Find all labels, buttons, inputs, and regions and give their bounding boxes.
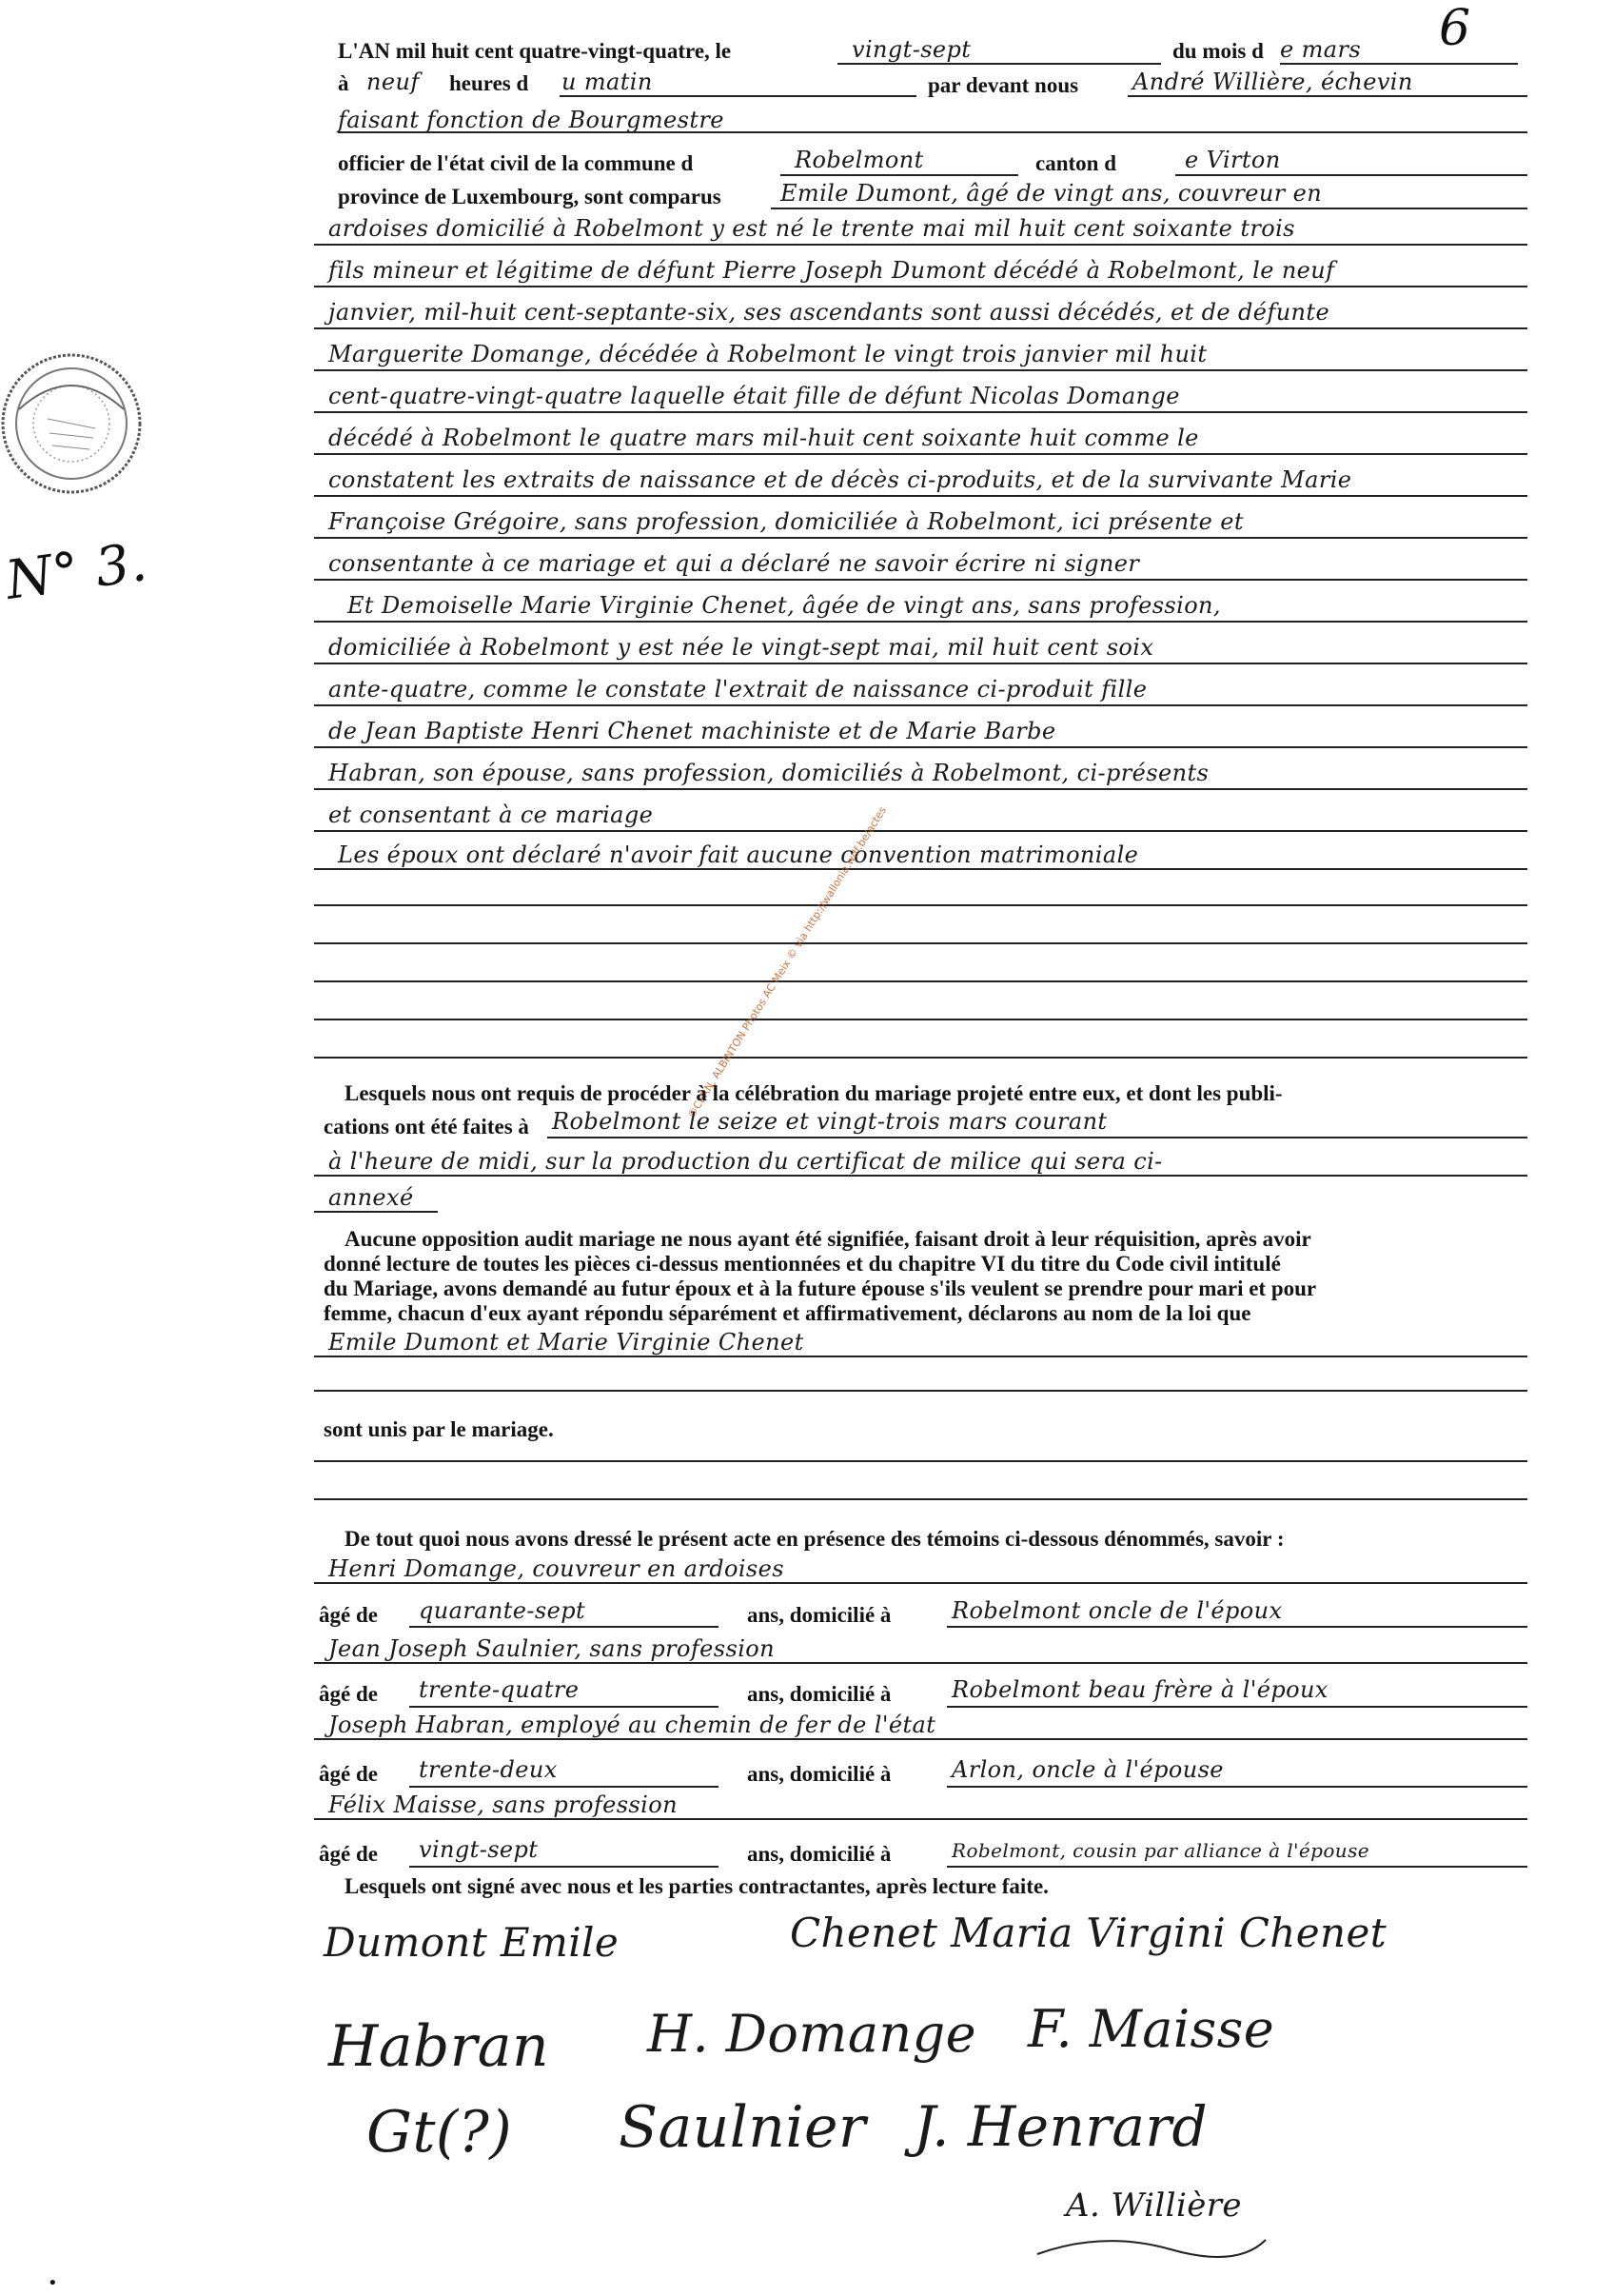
- period-value: u matin: [561, 69, 653, 95]
- commune-value: Robelmont: [795, 147, 924, 173]
- signature-3a: Gt(?): [366, 2099, 513, 2166]
- publications-lead: Lesquels nous ont requis de procéder à la célébration du mariage projeté entre eux, et dont les publi-: [344, 1081, 1283, 1105]
- declaration-line: Aucune opposition audit mariage ne nous ayant été signifiée, faisant droit à leur réquisition, après avoir: [344, 1227, 1311, 1251]
- declaration-line: donné lecture de toutes les pièces ci-dessus mentionnées et du chapitre VI du titre du Code civil intitulé: [324, 1252, 1281, 1276]
- signature-domange: H. Domange: [647, 2004, 976, 2064]
- before-us-label: par devant nous: [928, 73, 1079, 97]
- witness-2-age: trente-quatre: [419, 1676, 580, 1703]
- united-statement: sont unis par le mariage.: [324, 1417, 554, 1441]
- witness-3-name: Joseph Habran, employé au chemin de fer de l'état: [328, 1712, 936, 1738]
- officer-function: faisant fonction de Bourgmestre: [338, 107, 724, 133]
- witness-4-age-label: âgé de: [319, 1842, 378, 1866]
- spouses-names: Emile Dumont et Marie Virginie Chenet: [328, 1329, 804, 1356]
- witness-2-age-label: âgé de: [319, 1682, 378, 1706]
- watermark: ©CERN, ALBINTON Photos AC Meix © via http://wallonia.wdf.be/actes: [685, 804, 890, 1120]
- groom-value: Emile Dumont, âgé de vingt ans, couvreur en: [780, 180, 1323, 207]
- witnesses-intro: De tout quoi nous avons dressé le présent acte en présence des témoins ci-dessous dénommés, savoir :: [344, 1527, 1285, 1551]
- body-line: et consentant à ce mariage: [328, 802, 654, 828]
- body-line: consentante à ce mariage et qui a déclaré ne savoir écrire ni signer: [328, 550, 1140, 577]
- publications-line-3: annexé: [328, 1184, 414, 1211]
- publications-line-2: à l'heure de midi, sur la production du certificat de milice qui sera ci-: [328, 1148, 1163, 1175]
- witness-3-place: Arlon, oncle à l'épouse: [952, 1756, 1224, 1783]
- canton-value: e Virton: [1185, 147, 1281, 173]
- witness-4-age: vingt-sept: [419, 1836, 539, 1863]
- declaration-line: du Mariage, avons demandé au futur époux et à la future épouse s'ils veulent se prendre pour mari et pour: [324, 1277, 1317, 1300]
- signature-maisse: F. Maisse: [1028, 1999, 1275, 2059]
- publications-place: Robelmont le seize et vingt-trois mars courant: [552, 1108, 1108, 1135]
- month-label: du mois d: [1172, 39, 1264, 63]
- witness-1-age: quarante-sept: [419, 1597, 586, 1624]
- closing-statement: Lesquels ont signé avec nous et les parties contractantes, après lecture faite.: [344, 1874, 1049, 1898]
- seal-stamp: [0, 343, 152, 505]
- body-line: ante-quatre, comme le constate l'extrait de naissance ci-produit fille: [328, 676, 1148, 703]
- body-line: domiciliée à Robelmont y est née le vingt-sept mai, mil huit cent soix: [328, 634, 1154, 661]
- witness-2-place: Robelmont beau frère à l'époux: [952, 1676, 1329, 1703]
- body-line: Les époux ont déclaré n'avoir fait aucune convention matrimoniale: [338, 841, 1139, 868]
- witness-1-name: Henri Domange, couvreur en ardoises: [328, 1555, 784, 1582]
- body-line: janvier, mil-huit cent-septante-six, ses ascendants sont aussi décédés, et de défunte: [328, 299, 1330, 326]
- signature-habran: Habran: [328, 2013, 549, 2080]
- body-line: de Jean Baptiste Henri Chenet machiniste et de Marie Barbe: [328, 718, 1056, 744]
- publications-label: cations ont été faites à: [324, 1115, 529, 1138]
- declaration-line: femme, chacun d'eux ayant répondu séparément et affirmativement, déclarons au nom de la loi que: [324, 1301, 1251, 1325]
- body-line: constatent les extraits de naissance et de décès ci-produits, et de la survivante Marie: [328, 466, 1352, 493]
- witness-4-domicile-label: ans, domicilié à: [747, 1842, 892, 1866]
- officer-value: André Willière, échevin: [1132, 69, 1413, 95]
- body-line: décédé à Robelmont le quatre mars mil-huit cent soixante huit comme le: [328, 425, 1199, 451]
- signature-bride: Chenet Maria Virgini Chenet: [790, 1910, 1387, 1956]
- witness-1-age-label: âgé de: [319, 1603, 378, 1627]
- officer-flourish: [1028, 2226, 1275, 2264]
- act-number: N° 3.: [2, 531, 151, 612]
- canton-label: canton d: [1035, 151, 1116, 175]
- year-label: L'AN mil huit cent quatre-vingt-quatre, le: [338, 39, 732, 63]
- hour-a-label: à: [338, 71, 349, 95]
- signature-officer: A. Willière: [1066, 2187, 1242, 2225]
- body-line: Habran, son épouse, sans profession, domiciliés à Robelmont, ci-présents: [328, 760, 1210, 786]
- month-value: e mars: [1280, 36, 1362, 63]
- day-value: vingt-sept: [852, 36, 972, 63]
- witness-3-age-label: âgé de: [319, 1762, 378, 1786]
- witness-4-place: Robelmont, cousin par alliance à l'épouse: [952, 1839, 1369, 1862]
- witness-3-domicile-label: ans, domicilié à: [747, 1762, 892, 1786]
- body-line: Marguerite Domange, décédée à Robelmont le vingt trois janvier mil huit: [328, 341, 1208, 367]
- witness-2-domicile-label: ans, domicilié à: [747, 1682, 892, 1706]
- hour-value: neuf: [366, 69, 420, 95]
- officer-label: officier de l'état civil de la commune d: [338, 151, 694, 175]
- body-line: ardoises domicilié à Robelmont y est né le trente mai mil huit cent soixante trois: [328, 215, 1295, 242]
- witness-2-name: Jean Joseph Saulnier, sans profession: [328, 1635, 775, 1662]
- body-line: Et Demoiselle Marie Virginie Chenet, âgée de vingt ans, sans profession,: [347, 592, 1221, 619]
- signature-saulnier: Saulnier: [619, 2094, 866, 2161]
- witness-4-name: Félix Maisse, sans profession: [328, 1791, 678, 1818]
- corner-mark: 6: [1439, 0, 1471, 57]
- body-line: fils mineur et légitime de défunt Pierre Joseph Dumont décédé à Robelmont, le neuf: [328, 257, 1335, 284]
- signature-groom: Dumont Emile: [324, 1919, 620, 1966]
- witness-1-place: Robelmont oncle de l'époux: [952, 1597, 1283, 1624]
- ink-mark: •: [48, 2273, 58, 2293]
- province-label: province de Luxembourg, sont comparus: [338, 185, 721, 208]
- body-line: cent-quatre-vingt-quatre laquelle était fille de défunt Nicolas Domange: [328, 383, 1180, 409]
- witness-3-age: trente-deux: [419, 1756, 558, 1783]
- witness-1-domicile-label: ans, domicilié à: [747, 1603, 892, 1627]
- signature-henrard: J. Henrard: [914, 2094, 1209, 2159]
- body-line: Françoise Grégoire, sans profession, domiciliée à Robelmont, ici présente et: [328, 508, 1244, 535]
- hours-label: heures d: [449, 71, 529, 95]
